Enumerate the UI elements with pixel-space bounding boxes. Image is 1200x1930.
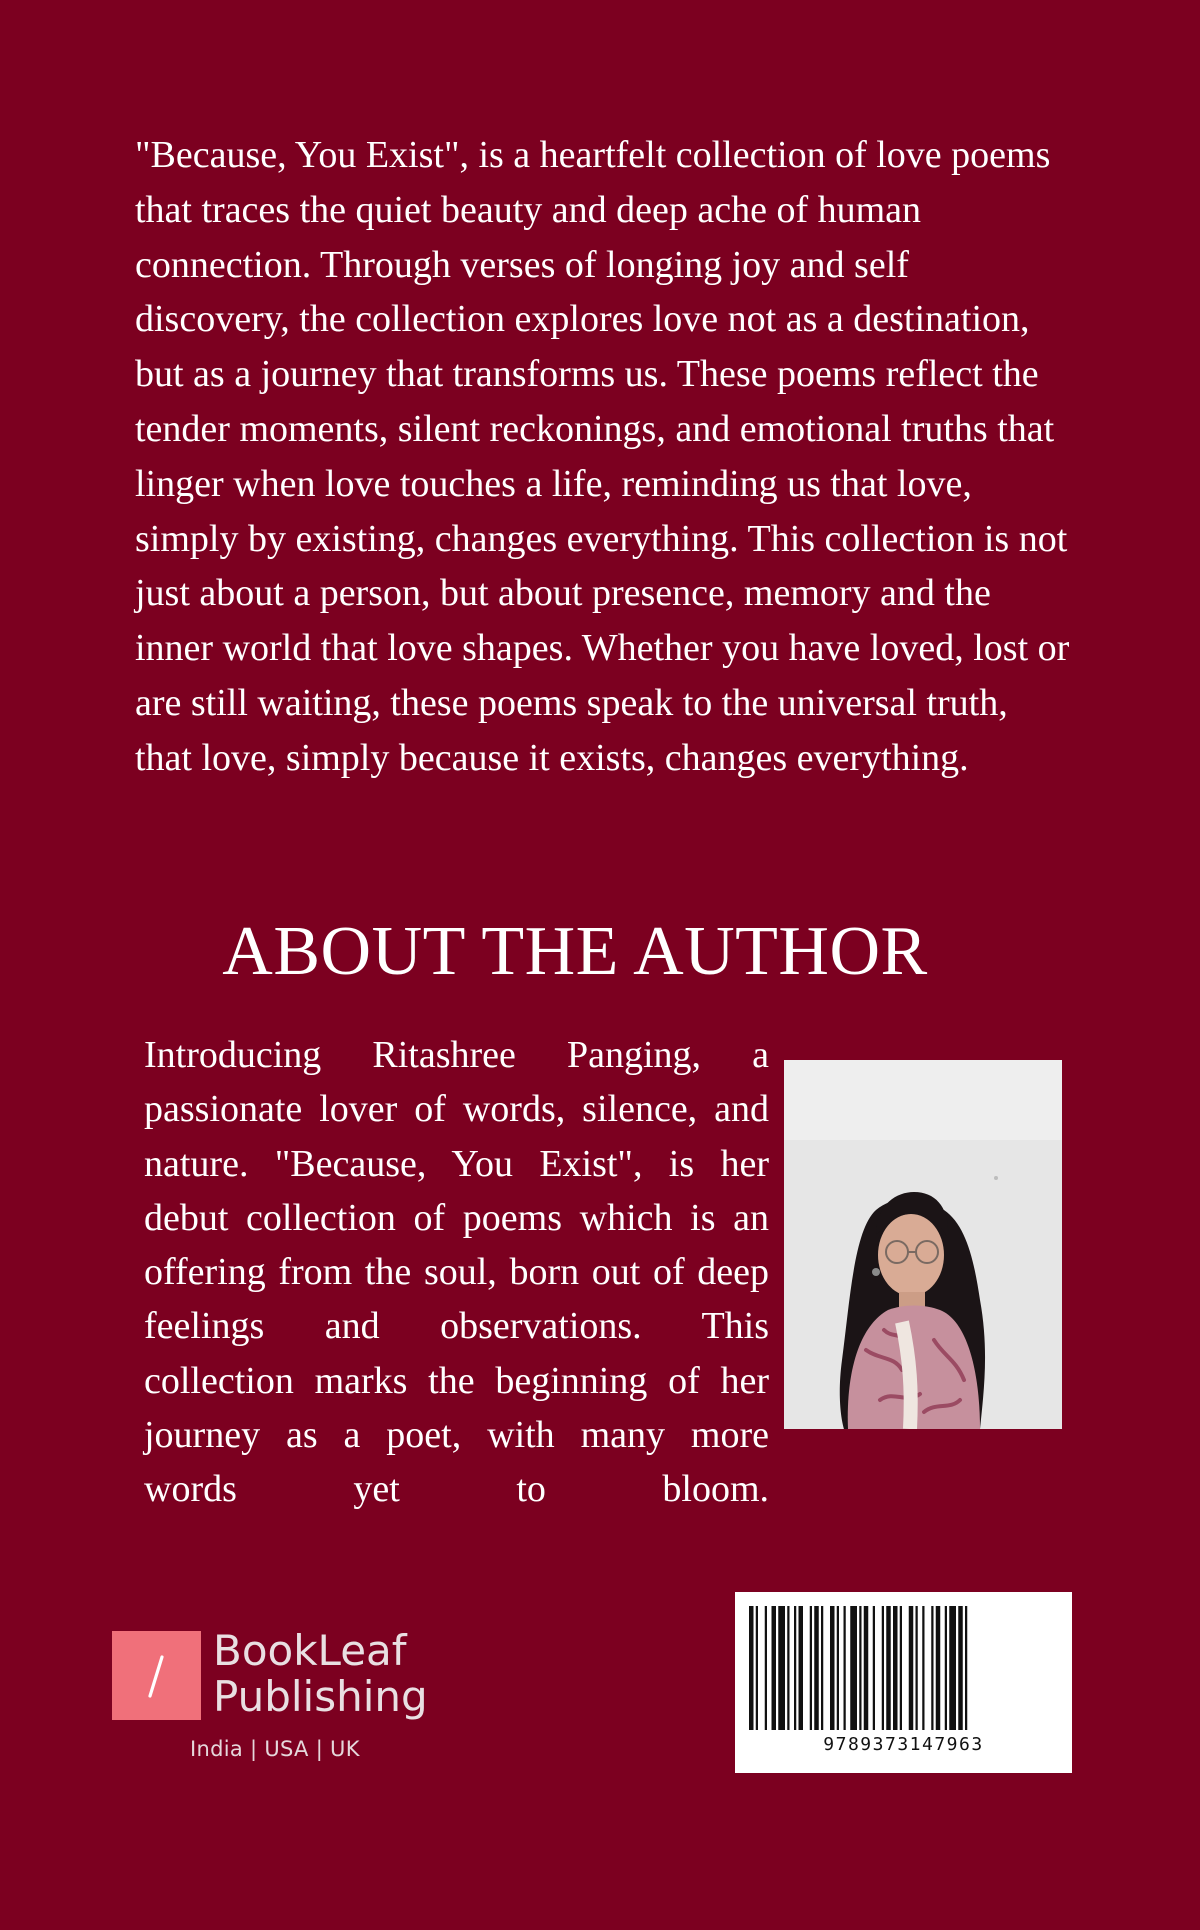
barcode-bar [850,1606,857,1730]
barcode-bar [893,1606,898,1730]
barcode-bar [765,1606,767,1730]
barcode-bar [949,1606,956,1730]
barcode-bar [810,1606,812,1730]
about-author-heading: ABOUT THE AUTHOR [222,913,928,990]
barcode-bar [864,1606,869,1730]
publisher-name-line1: BookLeaf [213,1626,407,1675]
barcode-bar [958,1606,963,1730]
barcode-bar [922,1606,924,1730]
barcode-bar [778,1606,785,1730]
author-bio: Introducing Ritashree Panging, a passionate lover of words, silence, and nature. "Because, You Exist", is her debut collection of poems which is an offering from the soul, born out of deep feelings and observations. This collection marks the beginning of her journey as a poet, with many more words yet to bloom. [144,1034,769,1511]
publisher-logo [112,1628,432,1738]
barcode-bar [900,1606,902,1730]
isbn-barcode [735,1592,1072,1773]
barcode-bar [844,1606,846,1730]
barcode-bar [931,1606,933,1730]
author-photo [784,1060,1062,1429]
barcode-bar [787,1606,789,1730]
barcode-bar [799,1606,804,1730]
barcode-bar [772,1606,777,1730]
barcode-bar [749,1606,754,1730]
book-blurb: "Because, You Exist", is a heartfelt collection of love poems that traces the quiet beauty and deep ache of human connection. Through verses of longing joy and self discovery, the collection explores love not as a destination, but as a journey that transforms us. These poems reflect the tender moments, silent reckonings, and emotional truths that linger when love touches a life, reminding us that love, simply by existing, changes everything. This collection is not just about a person, but about presence, memory and the inner world that love shapes. Whether you have loved, lost or are still waiting, these poems speak to the universal truth, that love, simply because it exists, changes everything. [135,134,1070,779]
barcode-bar [794,1606,796,1730]
isbn-number: 9789373147963 [823,1734,984,1755]
barcode-bar [859,1606,861,1730]
barcode-bar [837,1606,839,1730]
publisher-countries: India | USA | UK [190,1737,360,1761]
barcode-bar [886,1606,891,1730]
barcode-bar [916,1606,918,1730]
barcode-bar [882,1606,884,1730]
barcode-bar [909,1606,914,1730]
publisher-name-line2: Publishing [213,1672,428,1721]
barcode-bar [830,1606,835,1730]
barcode-bar [821,1606,823,1730]
barcode-bar [814,1606,819,1730]
publisher-logo-mark-icon [112,1631,201,1720]
publisher-name [213,1628,433,1720]
barcode-bar [873,1606,875,1730]
barcode-bar [965,1606,967,1730]
barcode-bar [945,1606,947,1730]
barcode-bar [756,1606,758,1730]
barcode-bar [936,1606,941,1730]
